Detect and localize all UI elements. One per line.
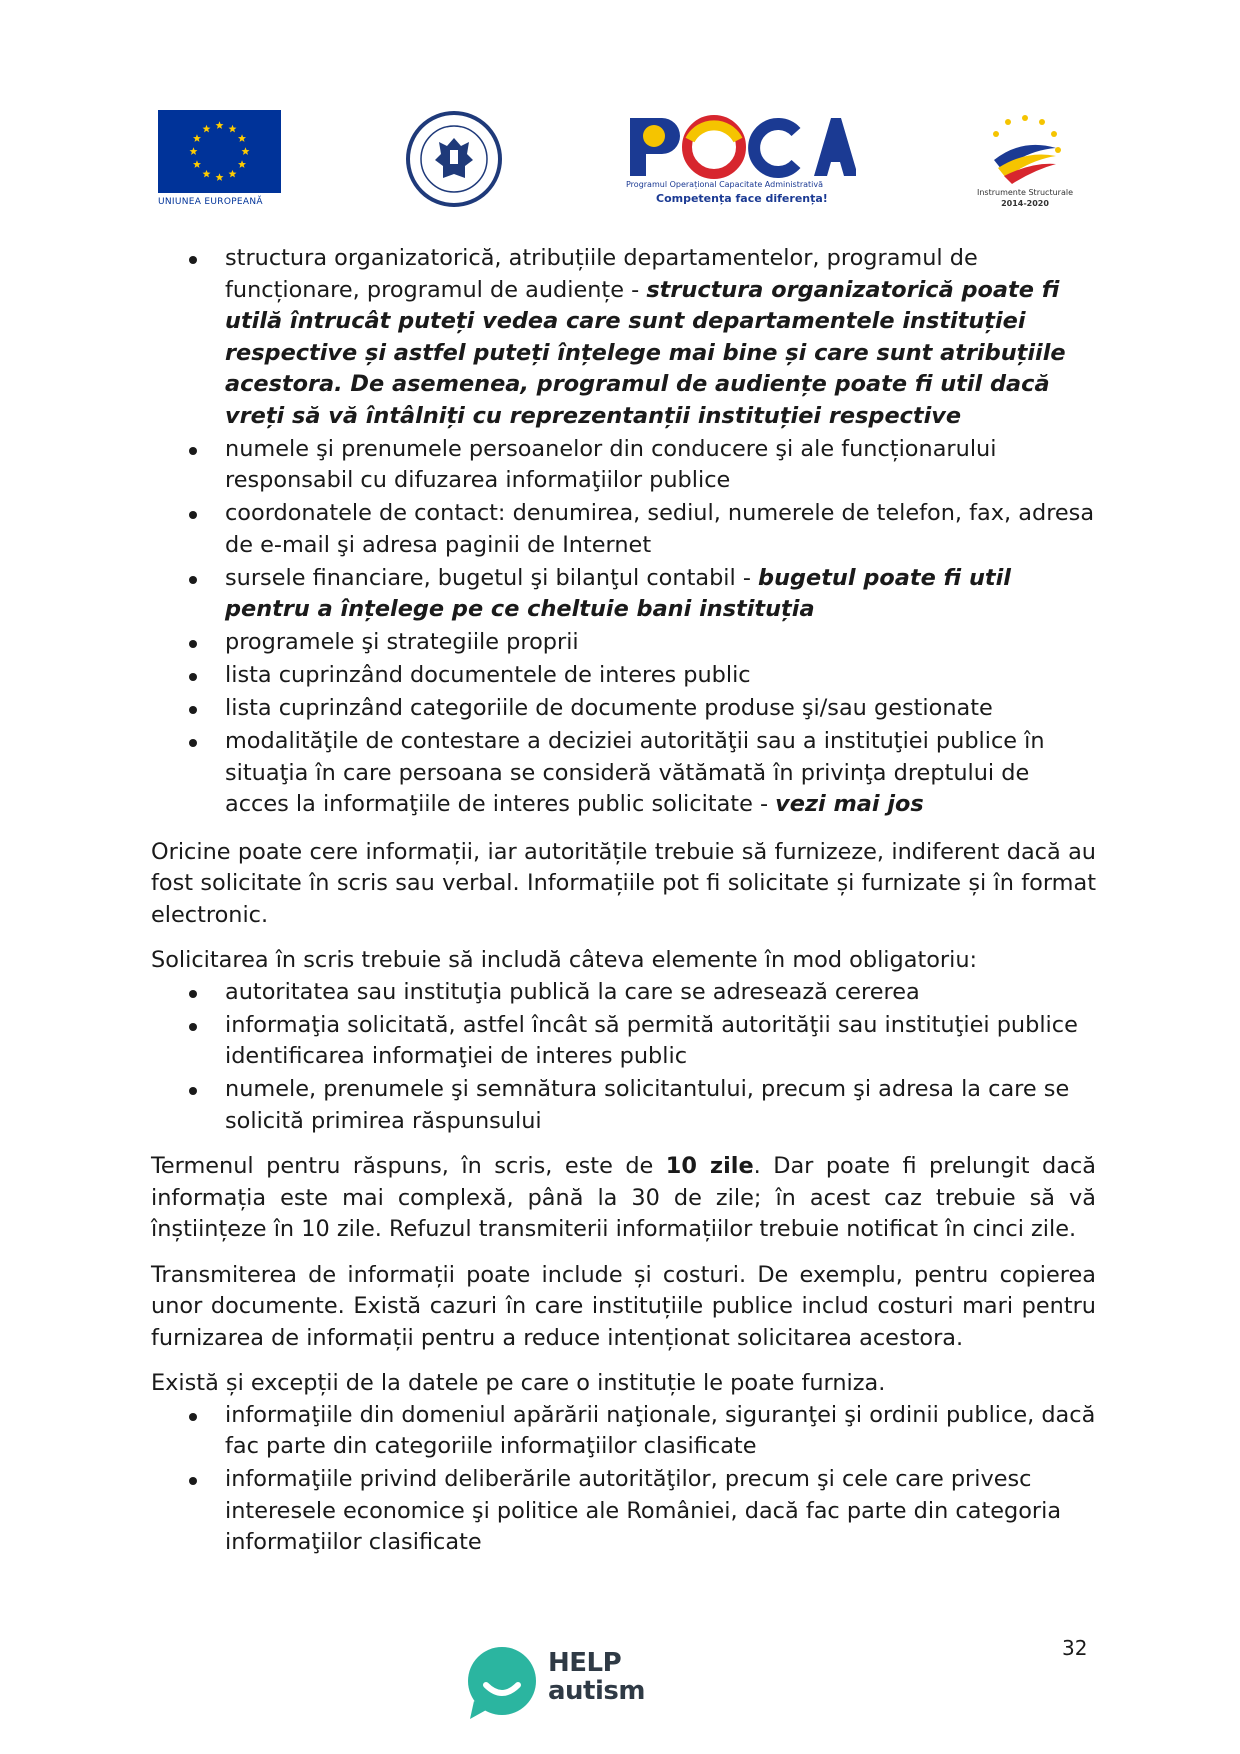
eu-logo <box>158 110 281 210</box>
autism-logo-text: autism <box>548 1676 645 1706</box>
paragraph: Solicitarea în scris trebuie să includă câteva elemente în mod obligatoriu: <box>151 947 978 973</box>
list-item: numele, prenumele şi semnătura solicitantului, precum şi adresa la care se solicită primirea răspunsului <box>151 1074 1096 1137</box>
structural-instruments-logo <box>972 110 1078 210</box>
paragraph: Termenul pentru răspuns, în scris, este de 10 zile. Dar poate fi prelungit dacă informația este mai complexă, până la 30 de zile; în acest caz trebuie să vă înștiințeze în 10 zile. Refuzul transmiterii informațiilor trebuie notificat în cinci zile. <box>151 1153 1096 1242</box>
document-body <box>151 243 1096 1560</box>
list-item: numele şi prenumele persoanelor din conducere şi ale funcționarului responsabil cu difuzarea informaţiilor publice <box>151 434 1096 497</box>
list-item: informaţiile privind deliberările autorităţilor, precum şi cele care privesc interesele economice şi politice ale României, dacă fac parte din categoria informaţiilor clasificate <box>151 1464 1096 1559</box>
poca-program-text: Programul Operațional Capacitate Administrativă <box>626 180 824 189</box>
list-item: programele şi strategiile proprii <box>151 627 1096 659</box>
list-item: coordonatele de contact: denumirea, sediul, numerele de telefon, fax, adresa de e-mail şi adresa paginii de Internet <box>151 498 1096 561</box>
paragraph: Oricine poate cere informații, iar autoritățile trebuie să furnizeze, indiferent dacă au fost solicitate în scris sau verbal. Informațiile pot fi solicitate și furnizate și în format electronic. <box>151 838 1096 928</box>
structural-instruments-caption: Instrumente Structurale <box>977 188 1073 197</box>
list-item: autoritatea sau instituţia publică la care se adresează cererea <box>151 977 1096 1009</box>
speech-bubble-icon <box>466 1645 538 1717</box>
list-item: lista cuprinzând categoriile de documente produse şi/sau gestionate <box>151 693 1096 725</box>
list-item: sursele financiare, bugetul şi bilanţul contabil - bugetul poate fi util pentru a înțelege pe ce cheltuie bani instituția <box>151 563 1096 626</box>
poca-slogan-text: Competența face diferența! <box>656 192 828 205</box>
paragraph: Transmiterea de informații poate include și costuri. De exemplu, pentru copierea unor documente. Există cazuri în care instituțiile publice includ costuri mari pentru furnizarea de informații pentru a reduce intenționat solicitarea acestora. <box>151 1261 1096 1351</box>
exceptions-list <box>151 1400 1096 1559</box>
list-item: lista cuprinzând documentele de interes public <box>151 660 1096 692</box>
page-number: 32 <box>1062 1636 1088 1660</box>
public-info-list <box>151 243 1096 821</box>
request-elements-list <box>151 977 1096 1138</box>
list-item: informaţiile din domeniul apărării naţionale, siguranţei şi ordinii publice, dacă fac parte din categoriile informaţiilor clasificate <box>151 1400 1096 1463</box>
list-item: informaţia solicitată, astfel încât să permită autorităţii sau instituţiei publice identificarea informaţiei de interes public <box>151 1010 1096 1073</box>
list-item: modalităţile de contestare a deciziei autorităţii sau a instituţiei publice în situaţia în care persoana se consideră vătămată în privinţa dreptului de acces la informaţiile de interes public solicitate - vezi mai jos <box>151 726 1096 821</box>
government-seal-logo <box>405 110 503 208</box>
list-item: structura organizatorică, atribuțiile departamentelor, programul de funcționare, programul de audiențe - structura organizatorică poate fi utilă întrucât puteți vedea care sunt departamentele instituției respective și astfel puteți înțelege mai bine și care sunt atribuțiile acestora. De asemenea, programul de audiențe poate fi util dacă vreți să vă întâlniți cu reprezentanții instituției respective <box>151 243 1096 432</box>
eu-flag-icon <box>158 110 281 193</box>
paragraph: Există și excepții de la datele pe care o instituție le poate furniza. <box>151 1370 886 1396</box>
help-logo-text: HELP <box>548 1648 622 1678</box>
eu-caption: UNIUNEA EUROPEANĂ <box>158 197 263 207</box>
help-autism-logo <box>466 1645 645 1725</box>
structural-instruments-years: 2014-2020 <box>1001 199 1049 208</box>
poca-logo <box>626 112 856 210</box>
